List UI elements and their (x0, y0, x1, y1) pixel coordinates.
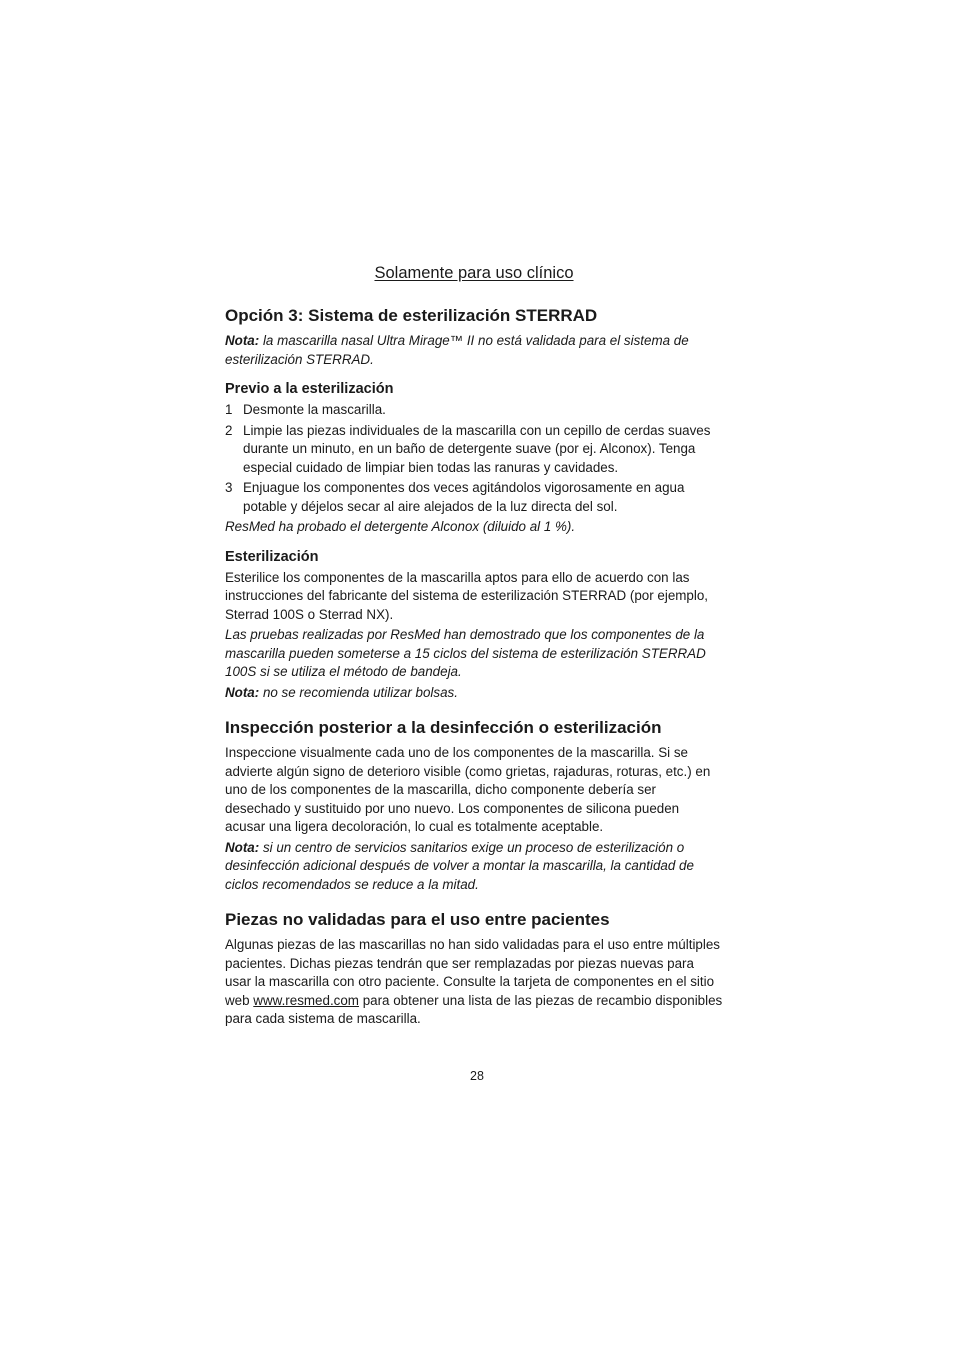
step-number: 1 (225, 402, 233, 417)
sterilization-tests-note: Las pruebas realizadas por ResMed han demostrado que los componentes de la mascarilla pueden someterse a 15 ciclos del sistema de esterilización STERRAD 100S si se utiliza el método de bandeja. (225, 627, 706, 679)
note-text: la mascarilla nasal Ultra Mirage™ II no está validada para el sistema de esterilización STERRAD. (225, 333, 689, 367)
step-text: Desmonte la mascarilla. (243, 402, 386, 417)
sterilization-note (225, 684, 723, 703)
document-page (225, 262, 723, 1031)
note-label: Nota: (225, 684, 260, 700)
step-text: Limpie las piezas individuales de la mascarilla con un cepillo de cerdas suaves durante un minuto, en un baño de detergente suave (por ej. Alconox). Tenga especial cuidado de limpiar bien todas las ranuras y cavidades. (243, 422, 711, 475)
not-validated-title: Piezas no validadas para el uso entre pacientes (225, 910, 610, 929)
pre-sterilization-title: Previo a la esterilización (225, 381, 394, 397)
detergent-tested-note: ResMed ha probado el detergente Alconox (diluido al 1 %). (225, 519, 576, 534)
inspection-body: Inspeccione visualmente cada uno de los componentes de la mascarilla. Si se advierte algún signo de deterioro visible (como grietas, rajaduras, roturas, etc.) en uno de los componentes de la mascarilla, dicho componente debería ser desechado y sustituido por uno nuevo. Los componentes de silicona pueden acusar una ligera decoloración, lo cual es totalmente aceptable. (225, 745, 711, 834)
list-item (225, 401, 723, 420)
note-label: Nota: (225, 839, 260, 855)
step-number: 3 (225, 480, 233, 495)
pre-sterilization-steps (225, 401, 723, 516)
inspection-title: Inspección posterior a la desinfección o esterilización (225, 718, 662, 737)
note-label: Nota: (225, 333, 260, 348)
list-item (225, 422, 723, 478)
body-text: para obtener una lista de las piezas de recambio disponibles para cada sistema de mascarilla. (225, 992, 723, 1026)
note-text: no se recomienda utilizar bolsas. (259, 684, 458, 700)
step-number: 2 (225, 422, 233, 438)
resmed-website-link[interactable]: www.resmed.com (253, 992, 359, 1008)
option3-note (225, 332, 723, 369)
sterilization-title: Esterilización (225, 548, 319, 565)
step-text: Enjuague los componentes dos veces agitándolos vigorosamente en agua potable y déjelos secar al aire alejados de la luz directa del sol. (243, 480, 685, 514)
list-item (225, 479, 723, 516)
sterilization-body: Esterilice los componentes de la mascarilla aptos para ello de acuerdo con las instrucciones del fabricante del sistema de esterilización STERRAD (por ejemplo, Sterrad 100S o Sterrad NX). (225, 569, 709, 622)
note-text: si un centro de servicios sanitarios exige un proceso de esterilización o desinfección adicional después de volver a montar la mascarilla, la cantidad de ciclos recomendados se reduce a la mitad. (225, 839, 694, 892)
inspection-note (225, 839, 723, 895)
page-number: 28 (470, 1069, 484, 1083)
option3-title: Opción 3: Sistema de esterilización STERRAD (225, 306, 598, 325)
clinical-only-heading: Solamente para uso clínico (374, 264, 574, 282)
body-text: Algunas piezas de las mascarillas no han sido validadas para el uso entre múltiples pacientes. Dichas piezas tendrán que ser remplazadas por piezas nuevas para usar la mascarilla con otro paciente. Consulte la tarjeta de componentes en el sitio web (225, 937, 720, 1008)
not-validated-body (225, 936, 723, 1029)
